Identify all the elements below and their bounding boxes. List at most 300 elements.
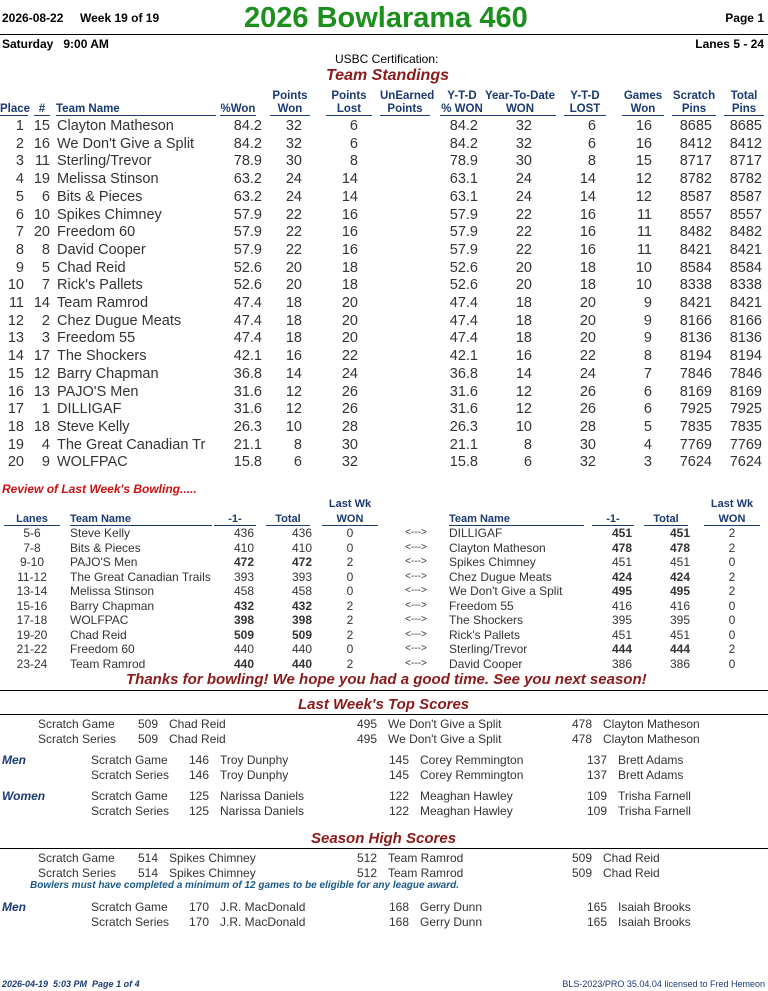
cell-team-a: Melissa Stinson — [70, 584, 155, 599]
cell-number: 2 — [41, 312, 50, 329]
cell-pct-won: 52.6 — [233, 259, 262, 276]
cell-number: 20 — [33, 224, 50, 241]
cell-place: 15 — [7, 365, 24, 382]
col-total-pins-line1: Total — [730, 90, 758, 102]
cell-total-pins: 8717 — [729, 153, 762, 170]
season-men-label: Men — [2, 900, 26, 914]
cell-points-lost: 20 — [341, 312, 358, 329]
standings-title: Team Standings — [326, 67, 449, 84]
cell-place: 9 — [15, 259, 24, 276]
season-men-score: 170 — [188, 914, 209, 929]
cell-scratch-pins: 7925 — [679, 401, 712, 418]
cell-ytd-pct: 36.8 — [449, 365, 478, 382]
cell-points-won: 22 — [285, 241, 302, 258]
cell-place: 1 — [15, 118, 24, 134]
cell-scratch-pins: 8421 — [679, 295, 712, 311]
cell-g1-a: 440 — [233, 656, 254, 671]
cell-ytd-lost: 8 — [587, 153, 596, 170]
review-row — [0, 555, 768, 569]
top-team-score: 478 — [571, 717, 592, 731]
cell-team-a: Steve Kelly — [70, 526, 131, 540]
cell-points-won: 18 — [285, 330, 302, 347]
cell-number: 19 — [33, 171, 50, 188]
cell-team-a: Chad Reid — [70, 627, 127, 642]
top-women-name: Meaghan Hawley — [420, 789, 513, 803]
standings-row — [0, 384, 768, 402]
cell-place: 6 — [15, 206, 24, 223]
cell-number: 8 — [41, 241, 50, 258]
cell-points-lost: 30 — [341, 436, 358, 453]
season-high-title: Season High Scores — [311, 830, 457, 847]
cell-team: Clayton Matheson — [57, 118, 174, 134]
col-points-lost-line2: Lost — [326, 103, 372, 116]
cell-games-won: 9 — [643, 295, 652, 311]
cell-g1-a: 432 — [233, 598, 254, 613]
top-men-name: Brett Adams — [618, 767, 684, 782]
cell-team-b: Chez Dugue Meats — [449, 569, 552, 584]
footer-license: BLS-2023/PRO 35.04.04 licensed to Fred Hemeon — [562, 979, 765, 989]
cell-ytd-won: 10 — [515, 418, 532, 435]
cell-ytd-pct: 52.6 — [449, 259, 478, 276]
cell-place: 5 — [15, 188, 24, 205]
cell-ytd-lost: 30 — [579, 436, 596, 453]
cell-team-a: WOLFPAC — [70, 613, 129, 628]
cell-pct-won: 47.4 — [233, 330, 262, 347]
col-lanes: Lanes — [4, 513, 60, 526]
top-team-label: Scratch Series — [38, 731, 117, 746]
col-scratch-pins-line1: Scratch — [672, 90, 716, 102]
col-team: Team Name — [56, 103, 216, 116]
cell-team-b: Spikes Chimney — [449, 555, 536, 570]
cell-team: David Cooper — [57, 241, 146, 258]
cell-total-a: 432 — [291, 598, 312, 613]
cell-pct-won: 21.1 — [233, 436, 262, 453]
eligibility-note: Bowlers must have completed a minimum of 12 games to be eligible for any league award. — [30, 880, 460, 891]
cell-points-won: 32 — [285, 118, 302, 134]
cell-points-lost: 24 — [341, 365, 358, 382]
col-ytd-pct-line1: Y-T-D — [447, 90, 477, 102]
cell-arrow: <---> — [405, 541, 427, 553]
cell-ytd-pct: 21.1 — [449, 436, 478, 453]
col-scratch-pins-line2: Pins — [672, 103, 716, 116]
standings-row — [0, 224, 768, 242]
cell-pct-won: 57.9 — [233, 241, 262, 258]
cell-total-a: 440 — [291, 642, 312, 657]
cell-team: Sterling/Trevor — [57, 153, 152, 170]
col-team-a: Team Name — [70, 513, 212, 526]
col-total-a: Total — [266, 513, 310, 526]
cell-total-pins: 8587 — [729, 188, 762, 205]
top-men-score: 146 — [188, 753, 209, 767]
cell-ytd-pct: 57.9 — [449, 224, 478, 241]
top-men-name: Troy Dunphy — [220, 753, 289, 767]
top-women-name: Trisha Farnell — [618, 789, 691, 803]
col-lastwk-b-1: Last Wk — [710, 498, 754, 510]
cell-games-won: 4 — [643, 436, 652, 453]
cell-number: 5 — [41, 259, 50, 276]
top-women-score: 125 — [188, 789, 209, 803]
cell-won-a: 2 — [346, 613, 354, 628]
cell-scratch-pins: 8166 — [679, 312, 712, 329]
cell-games-won: 3 — [643, 454, 652, 471]
cell-team: Rick's Pallets — [57, 277, 143, 294]
cell-total-b: 416 — [669, 598, 690, 613]
cell-total-b: 495 — [669, 584, 690, 599]
cell-ytd-lost: 24 — [579, 365, 596, 382]
cell-team-a: Barry Chapman — [70, 598, 155, 613]
col-place: Place — [0, 103, 31, 115]
cell-points-lost: 18 — [341, 259, 358, 276]
cell-arrow: <---> — [405, 599, 427, 611]
cell-ytd-pct: 63.1 — [449, 188, 478, 205]
cell-total-a: 410 — [291, 540, 312, 555]
cell-ytd-won: 8 — [523, 436, 532, 453]
season-team-score: 509 — [571, 851, 592, 865]
cell-ytd-won: 6 — [523, 454, 532, 471]
cell-lanes: 19-20 — [16, 627, 48, 642]
cell-ytd-won: 14 — [515, 365, 532, 382]
cell-games-won: 12 — [635, 188, 652, 205]
col-points-won-line2: Won — [270, 103, 310, 116]
cell-pct-won: 84.2 — [233, 135, 262, 152]
top-team-name: Chad Reid — [169, 717, 226, 731]
cell-games-won: 16 — [635, 118, 652, 134]
cell-points-won: 6 — [293, 454, 302, 471]
cell-pct-won: 26.3 — [233, 418, 262, 435]
cell-scratch-pins: 8136 — [679, 330, 712, 347]
cell-g1-b: 416 — [611, 598, 632, 613]
cell-scratch-pins: 8169 — [679, 383, 712, 400]
cell-number: 13 — [33, 383, 50, 400]
cell-team: Steve Kelly — [57, 418, 130, 435]
cell-points-lost: 26 — [341, 383, 358, 400]
cell-points-lost: 28 — [341, 418, 358, 435]
cell-points-lost: 6 — [349, 135, 358, 152]
cell-games-won: 7 — [643, 365, 652, 382]
cell-ytd-lost: 26 — [579, 383, 596, 400]
cell-pct-won: 52.6 — [233, 277, 262, 294]
top-team-name: We Don't Give a Split — [388, 717, 502, 731]
standings-row — [0, 171, 768, 189]
cell-won-a: 2 — [346, 555, 354, 570]
cell-total-pins: 8338 — [729, 277, 762, 294]
season-team-name: Team Ramrod — [388, 851, 464, 865]
col-ytd-pct-line2: % WON — [441, 103, 483, 115]
cell-won-b: 0 — [728, 656, 736, 671]
review-row — [0, 642, 768, 656]
cell-won-a: 0 — [346, 569, 354, 584]
standings-row — [0, 260, 768, 278]
cell-arrow: <---> — [405, 527, 427, 538]
cell-ytd-won: 12 — [515, 401, 532, 418]
standings-row — [0, 401, 768, 419]
cell-place: 12 — [7, 312, 24, 329]
cell-ytd-won: 30 — [515, 153, 532, 170]
cell-ytd-lost: 16 — [579, 241, 596, 258]
cell-total-pins: 8166 — [729, 312, 762, 329]
cell-ytd-won: 18 — [515, 295, 532, 311]
cell-total-b: 424 — [669, 569, 690, 584]
standings-row — [0, 366, 768, 384]
top-team-name: Chad Reid — [169, 731, 226, 746]
cell-g1-b: 395 — [611, 613, 632, 628]
top-women-score: 122 — [388, 803, 409, 818]
cell-total-pins: 8421 — [729, 241, 762, 258]
cell-team-a: The Great Canadian Trails — [70, 569, 211, 584]
cell-points-lost: 14 — [341, 171, 358, 188]
cell-g1-a: 410 — [233, 540, 254, 555]
cell-arrow: <---> — [405, 643, 427, 655]
cell-won-b: 2 — [728, 540, 736, 555]
cell-total-pins: 7769 — [729, 436, 762, 453]
cell-scratch-pins: 8421 — [679, 241, 712, 258]
cell-won-a: 2 — [346, 598, 354, 613]
cell-total-pins: 7925 — [729, 401, 762, 418]
top-women-label: Scratch Series — [91, 803, 170, 818]
cell-team: PAJO'S Men — [57, 383, 139, 400]
cell-g1-b: 451 — [611, 526, 632, 540]
women-label: Women — [2, 789, 46, 803]
cell-lanes: 5-6 — [23, 526, 41, 540]
cell-ytd-pct: 42.1 — [449, 348, 478, 365]
cell-team: The Shockers — [57, 348, 147, 365]
cell-scratch-pins: 8685 — [679, 118, 712, 134]
cell-scratch-pins: 7835 — [679, 418, 712, 435]
cell-games-won: 8 — [643, 348, 652, 365]
season-team-name: Chad Reid — [603, 865, 660, 880]
top-team-name: Clayton Matheson — [603, 717, 700, 731]
cell-ytd-won: 18 — [515, 330, 532, 347]
top-men-score: 145 — [388, 767, 409, 782]
cell-ytd-won: 18 — [515, 312, 532, 329]
col-ytd-lost-line2: LOST — [564, 103, 606, 116]
cell-team: Bits & Pieces — [57, 188, 143, 205]
season-team-score: 514 — [137, 865, 158, 880]
cell-total-a: 458 — [291, 584, 312, 599]
cell-g1-b: 451 — [611, 555, 632, 570]
cell-number: 7 — [41, 277, 50, 294]
cell-ytd-pct: 84.2 — [449, 118, 478, 134]
cell-number: 11 — [34, 153, 50, 170]
cell-ytd-lost: 28 — [579, 418, 596, 435]
cell-won-b: 2 — [728, 642, 736, 657]
review-row — [0, 613, 768, 627]
cell-number: 9 — [41, 454, 50, 471]
col-g1-b: -1- — [592, 513, 634, 526]
col-unearned-line2: Points — [380, 103, 430, 116]
cell-place: 16 — [7, 383, 24, 400]
cell-team: WOLFPAC — [57, 454, 128, 471]
cell-place: 20 — [7, 454, 24, 471]
season-team-score: 512 — [356, 851, 377, 865]
season-team-name: Team Ramrod — [388, 865, 464, 880]
top-men-name: Brett Adams — [618, 753, 684, 767]
cell-ytd-won: 32 — [515, 135, 532, 152]
review-row — [0, 657, 768, 671]
page-label: Page 1 — [725, 11, 764, 25]
cell-pct-won: 36.8 — [233, 365, 262, 382]
review-row — [0, 628, 768, 642]
season-men-score: 165 — [586, 900, 607, 914]
season-men-name: Gerry Dunn — [420, 914, 483, 929]
cell-ytd-lost: 26 — [579, 401, 596, 418]
standings-row — [0, 295, 768, 313]
cell-won-b: 0 — [728, 627, 736, 642]
col-lastwk-b-2: WON — [704, 513, 760, 526]
top-team-score: 478 — [571, 731, 592, 746]
cell-won-a: 0 — [346, 642, 354, 657]
cell-team: The Great Canadian Tr — [57, 436, 206, 453]
cell-team-b: David Cooper — [449, 656, 523, 671]
season-men-score: 165 — [586, 914, 607, 929]
cell-points-won: 22 — [285, 206, 302, 223]
cell-points-lost: 22 — [341, 348, 358, 365]
cell-games-won: 12 — [635, 171, 652, 188]
cell-points-won: 20 — [285, 259, 302, 276]
standings-row — [0, 118, 768, 136]
cell-ytd-pct: 47.4 — [449, 330, 478, 347]
cell-games-won: 5 — [643, 418, 652, 435]
top-men-score: 137 — [586, 767, 607, 782]
cell-points-won: 20 — [285, 277, 302, 294]
cell-lanes: 23-24 — [16, 656, 48, 671]
cell-points-won: 16 — [285, 348, 302, 365]
cell-pct-won: 47.4 — [233, 312, 262, 329]
cell-ytd-won: 20 — [515, 277, 532, 294]
cell-g1-b: 424 — [611, 569, 632, 584]
top-team-name: We Don't Give a Split — [388, 731, 502, 746]
col-team-b: Team Name — [449, 513, 584, 526]
top-men-score: 137 — [586, 753, 607, 767]
col-pct-won: %Won — [220, 103, 256, 115]
cell-games-won: 11 — [636, 206, 652, 223]
cell-number: 4 — [41, 436, 50, 453]
cell-total-pins: 8557 — [729, 206, 762, 223]
review-row — [0, 584, 768, 598]
cell-pct-won: 47.4 — [233, 295, 262, 311]
cell-games-won: 11 — [636, 224, 652, 241]
cell-team-a: PAJO'S Men — [70, 555, 138, 570]
cell-team: Spikes Chimney — [57, 206, 162, 223]
cell-g1-b: 451 — [611, 627, 632, 642]
cell-pct-won: 84.2 — [233, 118, 262, 134]
cell-points-won: 18 — [285, 312, 302, 329]
standings-row — [0, 189, 768, 207]
top-men-label: Scratch Game — [91, 753, 168, 767]
cell-total-pins: 8169 — [729, 383, 762, 400]
cell-points-won: 14 — [285, 365, 302, 382]
cell-place: 17 — [7, 401, 24, 418]
cell-team: Freedom 60 — [57, 224, 136, 241]
season-men-name: Isaiah Brooks — [618, 914, 691, 929]
cell-ytd-lost: 16 — [579, 224, 596, 241]
cell-won-b: 2 — [728, 526, 736, 540]
col-points-lost-line1: Points — [331, 90, 367, 102]
standings-row — [0, 348, 768, 366]
footer-printed: 2026-04-19 5:03 PM Page 1 of 4 — [2, 979, 140, 989]
cell-ytd-lost: 32 — [579, 454, 596, 471]
standings-row — [0, 207, 768, 225]
season-team-name: Chad Reid — [603, 851, 660, 865]
thanks-message: Thanks for bowling! We hope you had a good time. See you next season! — [126, 671, 647, 688]
cell-number: 16 — [33, 135, 50, 152]
cell-total-b: 451 — [669, 627, 690, 642]
col-games-won-line1: Games — [623, 90, 663, 102]
cell-place: 11 — [8, 295, 24, 311]
cell-ytd-won: 24 — [515, 188, 532, 205]
cell-team-b: Clayton Matheson — [449, 540, 546, 555]
cell-ytd-lost: 18 — [579, 259, 596, 276]
review-title: Review of Last Week's Bowling..... — [2, 482, 197, 496]
cell-total-pins: 8412 — [729, 135, 762, 152]
cell-won-a: 2 — [346, 627, 354, 642]
cell-points-lost: 14 — [341, 188, 358, 205]
cell-won-a: 0 — [346, 584, 354, 599]
cell-team-a: Freedom 60 — [70, 642, 135, 657]
season-men-score: 168 — [388, 900, 409, 914]
cell-ytd-won: 22 — [515, 224, 532, 241]
cell-points-lost: 32 — [341, 454, 358, 471]
cell-team-b: We Don't Give a Split — [449, 584, 563, 599]
cell-points-lost: 16 — [341, 224, 358, 241]
cell-total-a: 436 — [291, 526, 312, 540]
top-team-score: 495 — [356, 717, 377, 731]
standings-row — [0, 330, 768, 348]
cell-team-a: Team Ramrod — [70, 656, 146, 671]
cell-team-b: The Shockers — [449, 613, 524, 628]
top-men-name: Corey Remmington — [420, 753, 524, 767]
col-g1-a: -1- — [214, 513, 256, 526]
cell-arrow: <---> — [405, 657, 427, 669]
col-ytd-won-line2: WON — [484, 103, 556, 116]
cell-total-b: 451 — [669, 555, 690, 570]
cell-ytd-pct: 57.9 — [449, 206, 478, 223]
cell-points-lost: 8 — [349, 153, 358, 170]
cell-ytd-pct: 57.9 — [449, 241, 478, 258]
cell-arrow: <---> — [405, 570, 427, 582]
cell-total-pins: 7624 — [729, 454, 762, 471]
cell-points-won: 8 — [293, 436, 302, 453]
season-men-score: 168 — [388, 914, 409, 929]
cell-scratch-pins: 8412 — [679, 135, 712, 152]
top-team-score: 509 — [137, 731, 158, 746]
season-team-name: Spikes Chimney — [169, 865, 256, 880]
cell-ytd-won: 22 — [515, 241, 532, 258]
cell-ytd-pct: 84.2 — [449, 135, 478, 152]
cell-ytd-pct: 78.9 — [449, 153, 478, 170]
cell-points-lost: 16 — [341, 241, 358, 258]
cell-team: We Don't Give a Split — [57, 135, 195, 152]
cell-ytd-lost: 16 — [579, 206, 596, 223]
top-team-score: 495 — [356, 731, 377, 746]
cell-total-a: 472 — [291, 555, 312, 570]
session-label: Saturday 9:00 AM — [2, 37, 109, 51]
cell-pct-won: 31.6 — [233, 401, 262, 418]
top-women-score: 125 — [188, 803, 209, 818]
cell-games-won: 16 — [635, 135, 652, 152]
top-men-score: 145 — [388, 753, 409, 767]
season-team-name: Spikes Chimney — [169, 851, 256, 865]
cell-ytd-lost: 14 — [579, 171, 596, 188]
cell-games-won: 11 — [636, 241, 652, 258]
cell-arrow: <---> — [405, 585, 427, 597]
standings-row — [0, 136, 768, 154]
top-women-name: Narissa Daniels — [220, 789, 305, 803]
cell-won-b: 2 — [728, 584, 736, 599]
top-rule — [0, 714, 768, 715]
cell-lanes: 11-12 — [17, 569, 47, 584]
cell-g1-a: 458 — [233, 584, 254, 599]
